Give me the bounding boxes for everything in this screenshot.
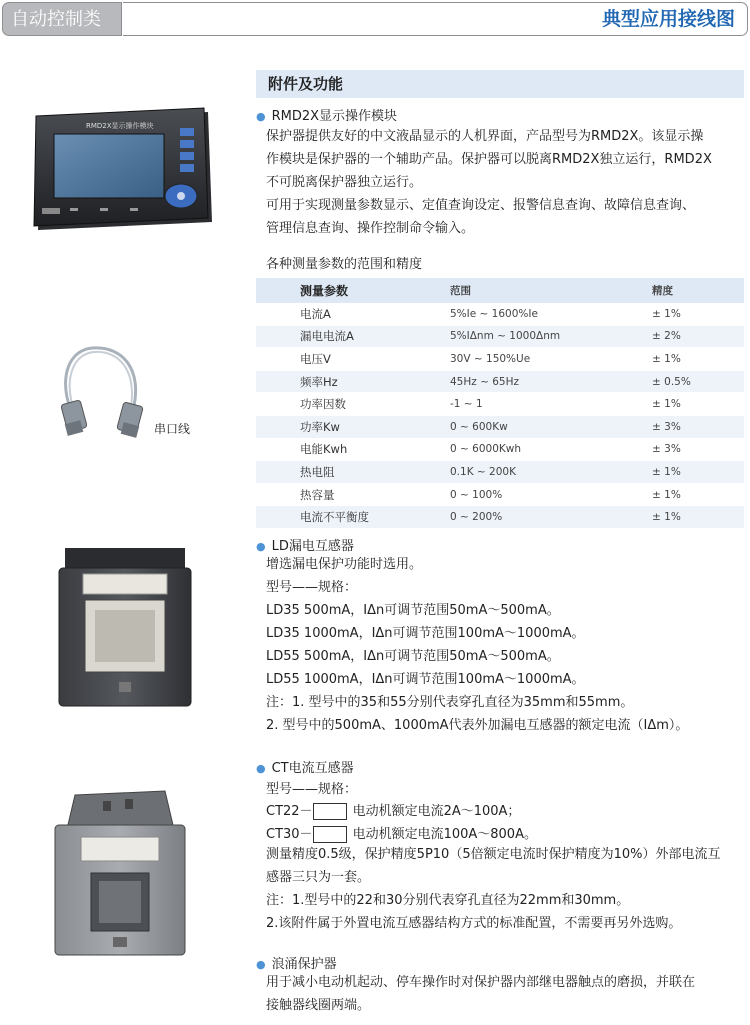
table-cell: ± 2% <box>651 325 744 348</box>
table-cell: 30V ~ 150%Ue <box>449 348 651 371</box>
table-header-range: 范围 <box>449 278 651 303</box>
table-row <box>256 348 744 371</box>
ld-line: 型号——规格： <box>266 580 358 595</box>
rmd-line: 不可脱离保护器独立运行。 <box>266 175 423 190</box>
ct-line: 2.该附件属于外置电流互感器结构方式的标准配置，不需要再另外选购。 <box>266 916 682 931</box>
ld-transformer-image <box>55 540 195 710</box>
table-cell: 电流A <box>256 303 449 325</box>
serial-cable-image <box>48 330 148 445</box>
table-cell: 0 ~ 200% <box>449 506 651 529</box>
ld-line: LD35 1000mA，IΔn可调节范围100mA～1000mA。 <box>266 626 585 641</box>
table-row <box>256 461 744 484</box>
ld-heading: ● LD漏电互感器 <box>256 539 354 554</box>
table-row <box>256 438 744 461</box>
table-cell: 0.1K ~ 200K <box>449 461 651 484</box>
ct-line: 感器三只为一套。 <box>266 870 371 885</box>
surge-line: 接触器线圈两端。 <box>266 998 371 1013</box>
table-cell: 0 ~ 6000Kwh <box>449 438 651 461</box>
table-cell: 5%IΔnm ~ 1000Δnm <box>449 325 651 348</box>
table-row <box>256 325 744 348</box>
table-cell: ± 3% <box>651 415 744 438</box>
ct-model-label: 型号——规格： <box>266 782 358 797</box>
table-row <box>256 370 744 393</box>
table-header-accuracy: 精度 <box>651 278 744 303</box>
rmd-heading: ● RMD2X显示操作模块 <box>256 109 398 124</box>
table-cell: ± 1% <box>651 393 744 416</box>
ct22-spec <box>266 800 520 820</box>
ld-description <box>266 553 744 737</box>
ct-transformer-image <box>45 785 195 960</box>
ld-line: 增选漏电保护功能时选用。 <box>266 557 423 572</box>
measurement-table <box>256 278 744 529</box>
table-cell: -1 ~ 1 <box>449 393 651 416</box>
table-row <box>256 415 744 438</box>
rmd-line: 作模块是保护器的一个辅助产品。保护器可以脱离RMD2X独立运行，RMD2X <box>266 152 712 167</box>
rmd-description <box>266 125 744 240</box>
ct22-prefix: CT22－ <box>266 804 313 819</box>
ct22-box <box>313 803 347 820</box>
rmd-line: 保护器提供友好的中文液晶显示的人机界面，产品型号为RMD2X。该显示操 <box>266 129 704 144</box>
table-cell: ± 1% <box>651 348 744 371</box>
table-cell: 电流不平衡度 <box>256 506 449 529</box>
category-label: 自动控制类 <box>2 2 122 36</box>
table-cell: 电压V <box>256 348 449 371</box>
table-cell: 0 ~ 600Kw <box>449 415 651 438</box>
table-cell: 热容量 <box>256 483 449 506</box>
surge-line: 用于减小电动机起动、停车操作时对保护器内部继电器触点的磨损，并联在 <box>266 975 696 990</box>
ct-line: 注：1.型号中的22和30分别代表穿孔直径为22mm和30mm。 <box>266 893 630 908</box>
table-cell: 热电阻 <box>256 461 449 484</box>
page-header <box>0 0 750 38</box>
ld-line: 2. 型号中的500mA、1000mA代表外加漏电互感器的额定电流（IΔm）。 <box>266 718 689 733</box>
table-row <box>256 393 744 416</box>
ct30-spec <box>266 823 537 843</box>
ct-description <box>266 843 744 935</box>
ld-line: LD55 500mA，IΔn可调节范围50mA～500mA。 <box>266 649 560 664</box>
table-cell: 45Hz ~ 65Hz <box>449 370 651 393</box>
surge-heading: ● 浪涌保护器 <box>256 957 337 972</box>
rmd2x-device-image <box>30 100 220 240</box>
table-cell: 电能Kwh <box>256 438 449 461</box>
table-caption: 各种测量参数的范围和精度 <box>266 257 423 272</box>
ct-line: 测量精度0.5级，保护精度5P10（5倍额定电流时保护精度为10%）外部电流互 <box>266 847 721 862</box>
table-row <box>256 506 744 529</box>
ld-line: LD35 500mA，IΔn可调节范围50mA～500mA。 <box>266 603 560 618</box>
table-header-param: 测量参数 <box>256 278 449 303</box>
ct22-text: 电动机额定电流2A～100A； <box>352 804 521 819</box>
table-header-row <box>256 278 744 303</box>
ct-heading: ● CT电流互感器 <box>256 761 354 776</box>
device-label: RMD2X显示操作模块 <box>86 122 154 130</box>
ct30-box <box>313 826 347 843</box>
ld-line: 注：1. 型号中的35和55分别代表穿孔直径为35mm和55mm。 <box>266 695 634 710</box>
table-row <box>256 303 744 325</box>
table-cell: ± 1% <box>651 506 744 529</box>
cable-caption: 串口线 <box>154 422 191 436</box>
table-row <box>256 483 744 506</box>
table-cell: ± 1% <box>651 483 744 506</box>
table-cell: 功率Kw <box>256 415 449 438</box>
ct30-prefix: CT30－ <box>266 827 313 842</box>
surge-description <box>266 971 744 1017</box>
ld-line: LD55 1000mA，IΔn可调节范围100mA～1000mA。 <box>266 672 585 687</box>
rmd-line: 管理信息查询、操作控制命令输入。 <box>266 221 475 236</box>
rmd-line: 可用于实现测量参数显示、定值查询设定、报警信息查询、故障信息查询、 <box>266 198 696 213</box>
table-cell: 漏电电流A <box>256 325 449 348</box>
page-title: 典型应用接线图 <box>123 2 748 36</box>
table-cell: ± 3% <box>651 438 744 461</box>
table-cell: 功率因数 <box>256 393 449 416</box>
table-cell: ± 0.5% <box>651 370 744 393</box>
table-cell: 5%Ie ~ 1600%Ie <box>449 303 651 325</box>
table-cell: 频率Hz <box>256 370 449 393</box>
section-title: 附件及功能 <box>256 70 744 98</box>
table-cell: ± 1% <box>651 303 744 325</box>
ct30-text: 电动机额定电流100A～800A。 <box>352 827 537 842</box>
table-cell: ± 1% <box>651 461 744 484</box>
table-cell: 0 ~ 100% <box>449 483 651 506</box>
